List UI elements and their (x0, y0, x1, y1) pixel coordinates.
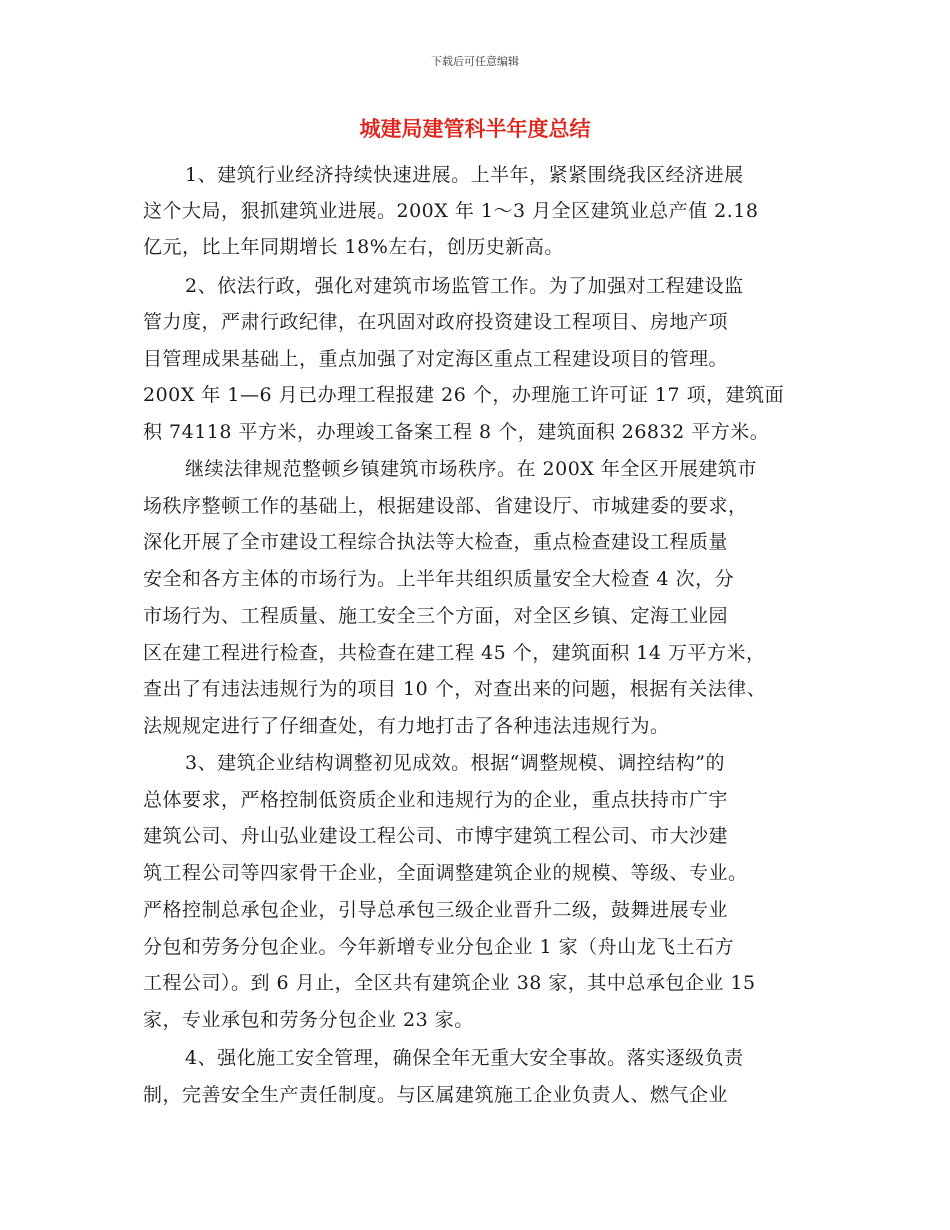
text-line: 4、强化施工安全管理，确保全年无重大安全事故。落实逐级负责 (185, 1047, 744, 1069)
text-line: 严格控制总承包企业，引导总承包三级企业晋升二级，鼓舞进展专业 (143, 899, 729, 921)
text-line: 深化开展了全市建设工程综合执法等大检查，重点检查建设工程质量 (143, 531, 729, 553)
text-line: 法规规定进行了仔细查处，有力地打击了各种违法违规行为。 (143, 715, 670, 737)
text-line: 家，专业承包和劳务分包企业 23 家。 (143, 1009, 474, 1031)
text-line: 市场行为、工程质量、施工安全三个方面，对全区乡镇、定海工业园 (143, 605, 729, 627)
text-line: 这个大局，狠抓建筑业进展。200X 年 1～3 月全区建筑业总产值 2.18 (143, 200, 759, 222)
document-title: 城建局建管科半年度总结 (359, 117, 591, 141)
page-header-note: 下载后可任意编辑 (431, 55, 519, 68)
text-line: 总体要求，严格控制低资质企业和违规行为的企业，重点扶持市广宇 (143, 789, 729, 811)
text-line: 管力度，严肃行政纪律，在巩固对政府投资建设工程项目、房地产项 (143, 311, 729, 333)
text-line: 200X 年 1—6 月已办理工程报建 26 个，办理施工许可证 17 项，建筑面 (143, 384, 785, 406)
text-line: 筑工程公司等四家骨干企业，全面调整建筑企业的规模、等级、专业。 (143, 862, 748, 884)
text-line: 工程公司）。到 6 月止，全区共有建筑企业 38 家，其中总承包企业 15 (143, 972, 756, 994)
text-line: 3、建筑企业结构调整初见成效。根据“调整规模、调控结构”的 (185, 752, 726, 774)
text-line: 安全和各方主体的市场行为。上半年共组织质量安全大检查 4 次，分 (143, 568, 735, 590)
text-line: 目管理成果基础上，重点加强了对定海区重点工程建设项目的管理。 (143, 348, 729, 370)
text-line: 制，完善安全生产责任制度。与区属建筑施工企业负责人、燃气企业 (143, 1084, 729, 1106)
text-line: 建筑公司、舟山弘业建设工程公司、市博宇建筑工程公司、市大沙建 (143, 825, 729, 847)
text-line: 亿元，比上年同期增长 18%左右，创历史新高。 (143, 236, 564, 258)
text-line: 2、依法行政，强化对建筑市场监管工作。为了加强对工程建设监 (185, 275, 744, 297)
text-line: 场秩序整顿工作的基础上，根据建设部、省建设厅、市城建委的要求， (143, 495, 748, 517)
text-line: 区在建工程进行检查，共检查在建工程 45 个，建筑面积 14 万平方米， (143, 642, 766, 664)
text-line: 分包和劳务分包企业。今年新增专业分包企业 1 家（舟山龙飞土石方 (143, 936, 735, 958)
text-line: 查出了有违法违规行为的项目 10 个，对查出来的问题，根据有关法律、 (143, 678, 767, 700)
text-line: 积 74118 平方米，办理竣工备案工程 8 个，建筑面积 26832 平方米。 (143, 421, 770, 443)
text-line: 继续法律规范整顿乡镇建筑市场秩序。在 200X 年全区开展建筑市 (185, 458, 757, 480)
text-line: 1、建筑行业经济持续快速进展。上半年，紧紧围绕我区经济进展 (185, 164, 744, 186)
